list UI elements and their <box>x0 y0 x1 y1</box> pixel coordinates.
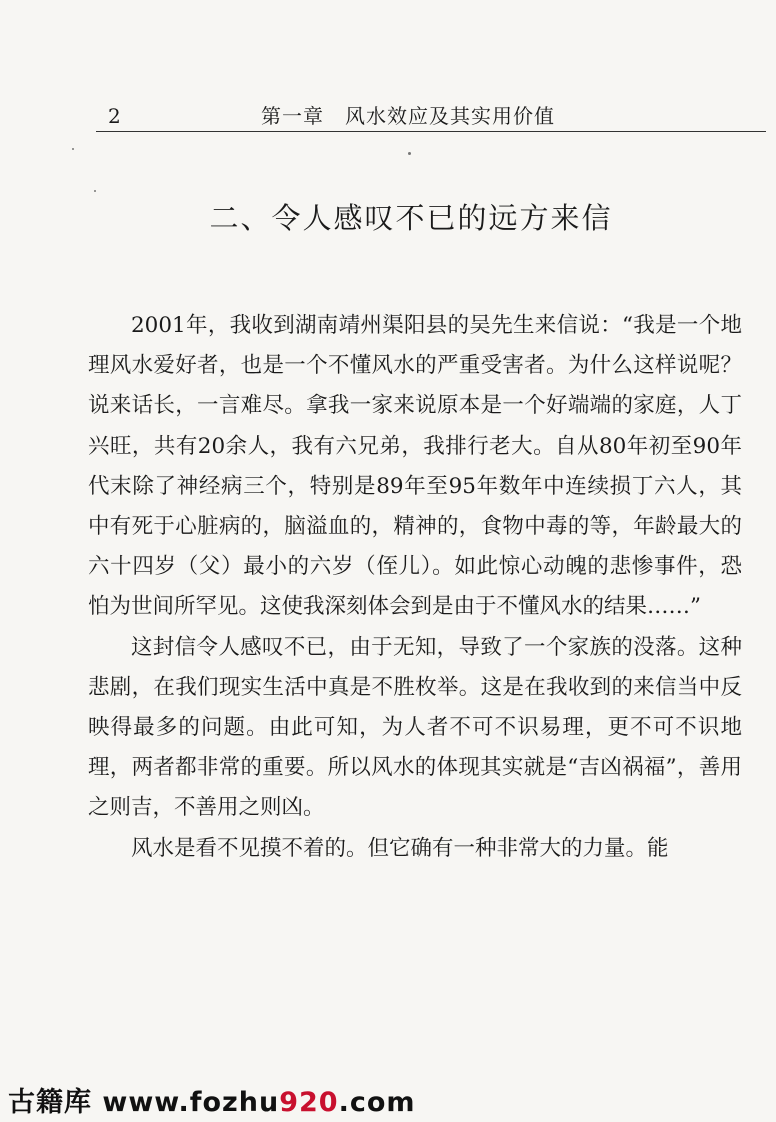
url-prefix: www.fozhu <box>102 1087 280 1118</box>
site-url[interactable] <box>102 1087 415 1118</box>
page-header <box>96 96 756 130</box>
scan-speck <box>408 152 411 155</box>
scan-speck <box>72 148 74 150</box>
header-rule <box>96 131 766 132</box>
watermark-footer <box>8 1080 416 1119</box>
body-text <box>88 306 742 869</box>
paragraph-2: 这封信令人感叹不已，由于无知，导致了一个家族的没落。这种悲剧，在我们现实生活中真是不胜枚举。这是在我收到的来信当中反映得最多的问题。由此可知，为人者不可不识易理，更不可不识地理，两者都非常的重要。所以风水的体现其实就是“吉凶祸福”，善用之则吉，不善用之则凶。 <box>88 634 742 821</box>
scan-speck <box>94 190 96 192</box>
section-title: 二、令人感叹不已的远方来信 <box>209 201 613 235</box>
paragraph-3: 风水是看不见摸不着的。但它确有一种非常大的力量。能 <box>131 835 669 861</box>
paragraph-1: 2001年，我收到湖南靖州渠阳县的吴先生来信说：“我是一个地理风水爱好者，也是一个不懂风水的严重受害者。为什么这样说呢？说来话长，一言难尽。拿我一家来说原本是一个好端端的家庭，人丁兴旺，共有20余人，我有六兄弟，我排行老大。自从80年初至90年代末除了神经病三个，特别是89年至95年数年中连续损丁六人，其中有死于心脏病的，脑溢血的，精神的，食物中毒的等，年龄最大的六十四岁（父）最小的六岁（侄儿）。如此惊心动魄的悲惨事件，恐怕为世间所罕见。这使我深刻体会到是由于不懂风水的结果……” <box>88 313 742 620</box>
running-title: 第一章 风水效应及其实用价值 <box>261 104 555 128</box>
site-name: 古籍库 <box>8 1087 92 1118</box>
url-number: 920 <box>279 1087 339 1118</box>
url-suffix: .com <box>338 1087 416 1118</box>
page-number: 2 <box>108 104 121 128</box>
